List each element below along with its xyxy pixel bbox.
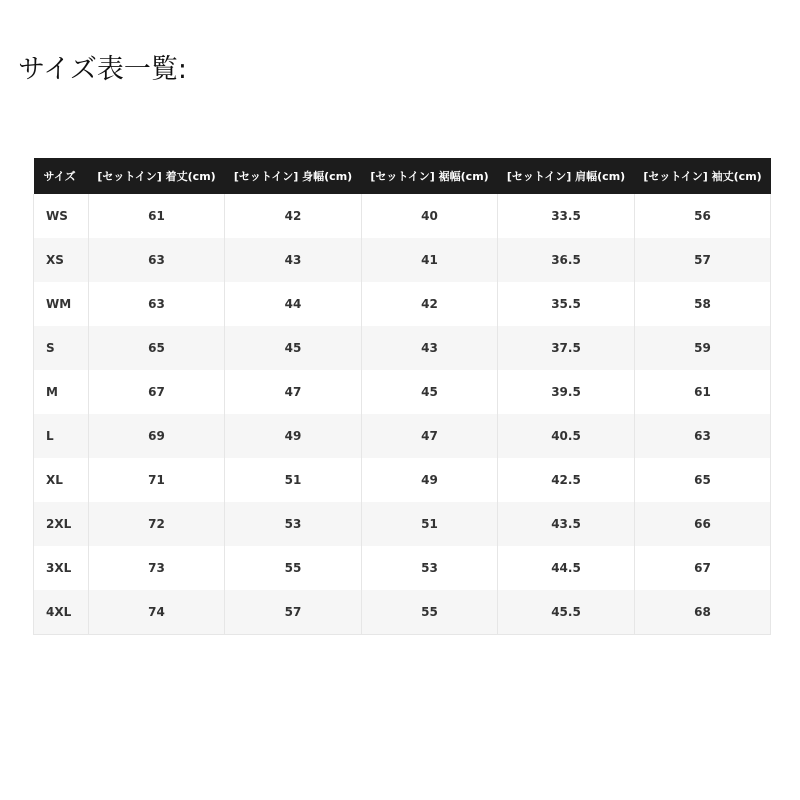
- sleeve-length-cell: 66: [635, 502, 771, 546]
- chest-width-cell: 42: [225, 194, 362, 238]
- shoulder-width-cell: 35.5: [498, 282, 635, 326]
- size-table-header: [34, 158, 771, 194]
- table-row: [34, 282, 771, 326]
- size-cell: WM: [34, 282, 89, 326]
- shoulder-width-cell: 42.5: [498, 458, 635, 502]
- shoulder-width-cell: 36.5: [498, 238, 635, 282]
- size-cell: XS: [34, 238, 89, 282]
- page-title: サイズ表一覧:: [18, 54, 187, 85]
- sleeve-length-cell: 65: [635, 458, 771, 502]
- shoulder-width-cell: 33.5: [498, 194, 635, 238]
- length-cell: 72: [89, 502, 225, 546]
- sleeve-length-cell: 59: [635, 326, 771, 370]
- chest-width-cell: 51: [225, 458, 362, 502]
- hem-width-cell: 49: [362, 458, 498, 502]
- table-row: [34, 590, 771, 634]
- header-row: [34, 158, 771, 194]
- size-cell: XL: [34, 458, 89, 502]
- shoulder-width-cell: 44.5: [498, 546, 635, 590]
- chest-width-cell: 49: [225, 414, 362, 458]
- size-cell: M: [34, 370, 89, 414]
- size-cell: S: [34, 326, 89, 370]
- chest-width-cell: 44: [225, 282, 362, 326]
- size-cell: 2XL: [34, 502, 89, 546]
- header-hem-width: [セットイン] 裾幅(cm): [370, 170, 489, 183]
- shoulder-width-cell: 39.5: [498, 370, 635, 414]
- hem-width-cell: 41: [362, 238, 498, 282]
- table-row: [34, 194, 771, 238]
- chest-width-cell: 55: [225, 546, 362, 590]
- sleeve-length-cell: 61: [635, 370, 771, 414]
- size-cell: WS: [34, 194, 89, 238]
- shoulder-width-cell: 40.5: [498, 414, 635, 458]
- hem-width-cell: 55: [362, 590, 498, 634]
- sleeve-length-cell: 57: [635, 238, 771, 282]
- hem-width-cell: 42: [362, 282, 498, 326]
- chest-width-cell: 43: [225, 238, 362, 282]
- sleeve-length-cell: 63: [635, 414, 771, 458]
- size-table: [33, 158, 771, 635]
- shoulder-width-cell: 45.5: [498, 590, 635, 634]
- header-chest-width: [セットイン] 身幅(cm): [233, 170, 353, 183]
- hem-width-cell: 40: [362, 194, 498, 238]
- size-cell: 4XL: [34, 590, 89, 634]
- sleeve-length-cell: 58: [635, 282, 771, 326]
- size-cell: L: [34, 414, 89, 458]
- hem-width-cell: 45: [362, 370, 498, 414]
- length-cell: 67: [89, 370, 225, 414]
- sleeve-length-cell: 56: [635, 194, 771, 238]
- length-cell: 69: [89, 414, 225, 458]
- hem-width-cell: 47: [362, 414, 498, 458]
- table-row: [34, 414, 771, 458]
- length-cell: 74: [89, 590, 225, 634]
- table-row: [34, 458, 771, 502]
- chest-width-cell: 53: [225, 502, 362, 546]
- table-row: [34, 370, 771, 414]
- chest-width-cell: 57: [225, 590, 362, 634]
- hem-width-cell: 51: [362, 502, 498, 546]
- length-cell: 73: [89, 546, 225, 590]
- size-cell: 3XL: [34, 546, 89, 590]
- table-row: [34, 502, 771, 546]
- length-cell: 63: [89, 282, 225, 326]
- shoulder-width-cell: 37.5: [498, 326, 635, 370]
- table-row: [34, 546, 771, 590]
- length-cell: 63: [89, 238, 225, 282]
- header-sleeve-length: [セットイン] 袖丈(cm): [643, 170, 762, 183]
- length-cell: 71: [89, 458, 225, 502]
- length-cell: 61: [89, 194, 225, 238]
- shoulder-width-cell: 43.5: [498, 502, 635, 546]
- header-shoulder-width: [セットイン] 肩幅(cm): [506, 170, 626, 183]
- length-cell: 65: [89, 326, 225, 370]
- sleeve-length-cell: 67: [635, 546, 771, 590]
- table-row: [34, 326, 771, 370]
- header-size: サイズ: [43, 170, 76, 183]
- hem-width-cell: 53: [362, 546, 498, 590]
- sleeve-length-cell: 68: [635, 590, 771, 634]
- size-table-body: [34, 194, 771, 634]
- hem-width-cell: 43: [362, 326, 498, 370]
- header-length: [セットイン] 着丈(cm): [97, 170, 216, 183]
- table-row: [34, 238, 771, 282]
- chest-width-cell: 47: [225, 370, 362, 414]
- chest-width-cell: 45: [225, 326, 362, 370]
